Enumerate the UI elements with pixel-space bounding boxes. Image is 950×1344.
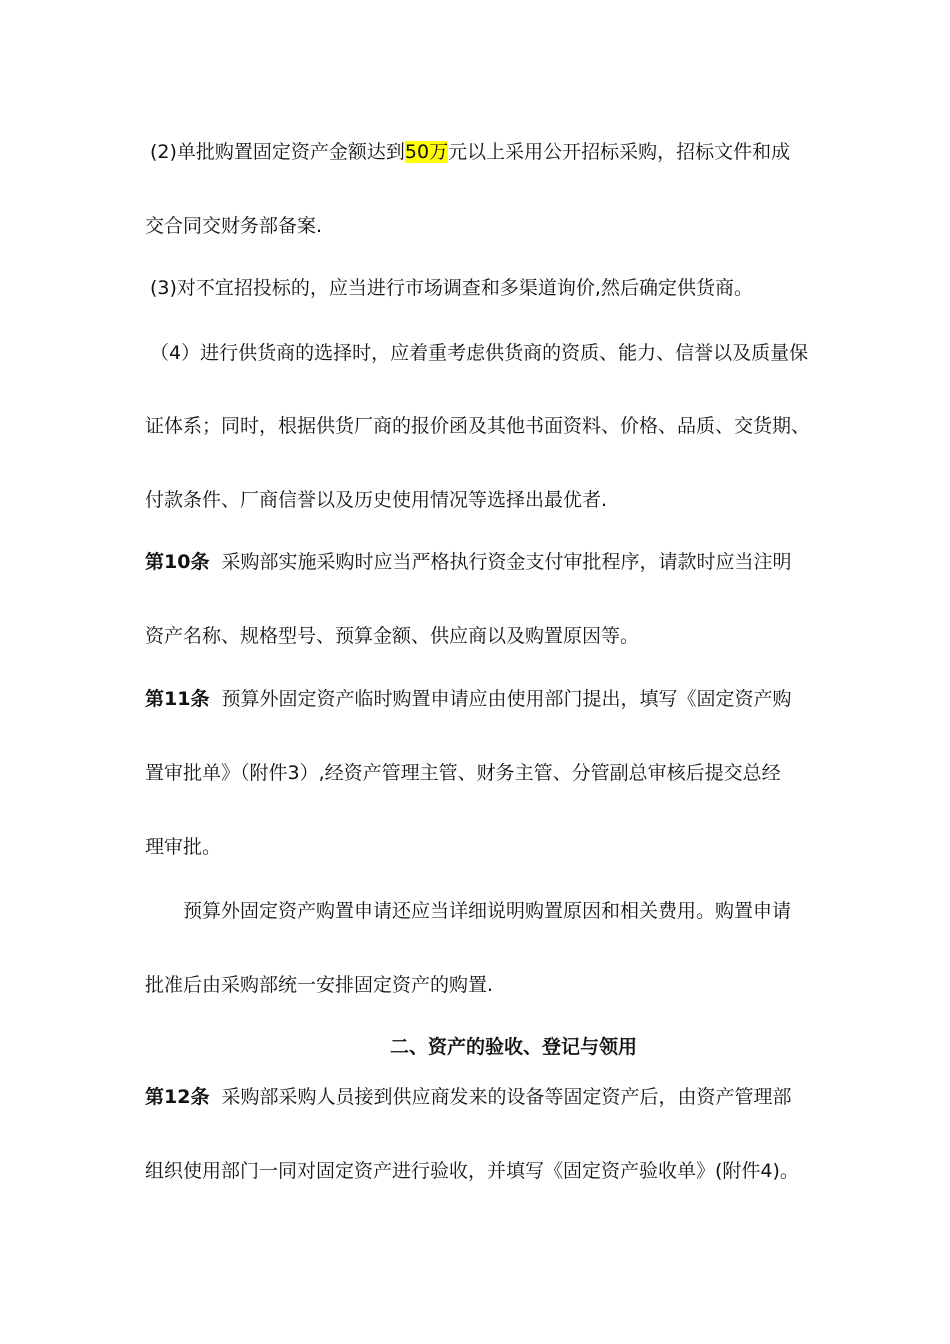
paragraph-line2: 批准后由采购部统一安排固定资产的购置. bbox=[145, 974, 494, 996]
section-title: 二、资产的验收、登记与领用 bbox=[390, 1036, 638, 1058]
p4-line1: （4）进行供货商的选择时，应着重考虑供货商的资质、能力、信誉以及质量保 bbox=[150, 342, 809, 364]
article-10-label: 第10条 bbox=[145, 551, 210, 573]
article-11-line3: 理审批。 bbox=[145, 836, 222, 858]
article-10-line2: 资产名称、规格型号、预算金额、供应商以及购置原因等。 bbox=[145, 625, 640, 647]
article-11-text: 预算外固定资产临时购置申请应由使用部门提出，填写《固定资产购 bbox=[221, 688, 792, 710]
highlighted-amount: 50万 bbox=[404, 141, 449, 163]
article-12-label: 第12条 bbox=[145, 1086, 210, 1108]
p2-line1 bbox=[150, 139, 790, 165]
p2-suffix: 元以上采用公开招标采购，招标文件和成 bbox=[448, 141, 791, 163]
article-12-text: 采购部采购人员接到供应商发来的设备等固定资产后，由资产管理部 bbox=[221, 1086, 792, 1108]
p4-line3: 付款条件、厂商信誉以及历史使用情况等选择出最优者. bbox=[145, 489, 608, 511]
paragraph-line1: 预算外固定资产购置申请还应当详细说明购置原因和相关费用。购置申请 bbox=[183, 900, 792, 922]
article-11-line1 bbox=[145, 686, 791, 712]
article-12-line1 bbox=[145, 1084, 791, 1110]
article-10-text: 采购部实施采购时应当严格执行资金支付审批程序，请款时应当注明 bbox=[221, 551, 792, 573]
article-11-line2: 置审批单》（附件3）,经资产管理主管、财务主管、分管副总审核后提交总经 bbox=[145, 762, 781, 784]
p2-line2: 交合同交财务部备案. bbox=[145, 215, 323, 237]
p4-line2: 证体系；同时，根据供货厂商的报价函及其他书面资料、价格、品质、交货期、 bbox=[145, 415, 811, 437]
p3-line: (3)对不宜招投标的，应当进行市场调查和多渠道询价,然后确定供货商。 bbox=[150, 277, 753, 299]
article-10-line1 bbox=[145, 549, 791, 575]
article-11-label: 第11条 bbox=[145, 688, 210, 710]
p2-prefix: (2)单批购置固定资产金额达到 bbox=[150, 141, 405, 163]
article-12-line2: 组织使用部门一同对固定资产进行验收，并填写《固定资产验收单》(附件4)。 bbox=[145, 1160, 799, 1182]
